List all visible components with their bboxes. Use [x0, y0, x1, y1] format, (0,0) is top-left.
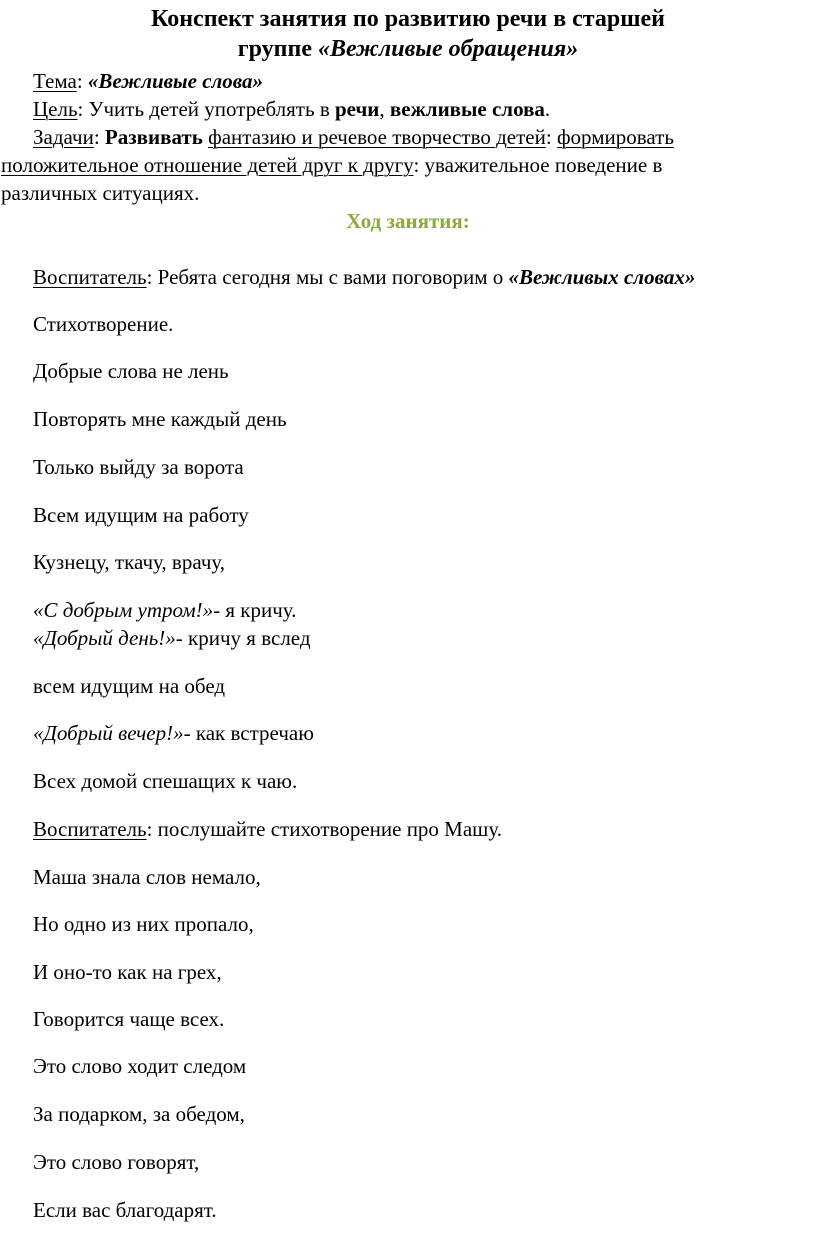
poem-line-text: - кричу я вслед — [175, 626, 311, 650]
poem-line-text: - я кричу. — [213, 598, 297, 622]
poem-line-text: Повторять мне каждый день — [33, 407, 287, 431]
speaker-label: Воспитатель — [33, 817, 147, 841]
section-heading — [0, 208, 816, 234]
intro2-text: : послушайте стихотворение про Машу. — [146, 817, 502, 841]
section-heading-text: Ход занятия: — [346, 209, 470, 233]
poem-line-text: Всем идущим на работу — [33, 503, 249, 527]
poem-line-text: всем идущим на обед — [33, 674, 226, 698]
topic-sep: : — [76, 69, 88, 93]
poem2-line — [33, 1149, 199, 1175]
goal-line — [33, 96, 550, 122]
tasks-rest-1: : уважительное поведение в — [413, 153, 663, 177]
poem-line-text: - как встречаю — [183, 721, 314, 745]
goal-bold-2: вежливые слова — [389, 97, 545, 121]
goal-label: Цель — [33, 97, 78, 121]
document-title-line1 — [0, 6, 816, 32]
poem2-line — [33, 1053, 246, 1079]
poem2-line — [33, 959, 222, 985]
poem2-line-text: Это слово ходит следом — [33, 1054, 247, 1078]
tasks-label: Задачи — [33, 125, 94, 149]
poem2-line-text: Но одно из них пропало, — [33, 912, 254, 936]
goal-end: . — [544, 97, 551, 121]
topic-label: Тема — [33, 69, 77, 93]
poem2-line-text: И оно-то как на грех, — [33, 960, 222, 984]
poem-line — [33, 549, 225, 575]
tasks-line-1 — [33, 124, 674, 150]
poem-title — [33, 311, 173, 337]
poem2-line-text: Это слово говорят, — [33, 1150, 200, 1174]
poem-line — [33, 720, 314, 746]
poem2-line — [33, 1197, 217, 1223]
poem2-line — [33, 1101, 245, 1127]
poem-line — [33, 768, 297, 794]
title-text-2: группе — [237, 36, 318, 62]
poem2-line — [33, 1006, 224, 1032]
poem-line — [33, 406, 287, 432]
goal-text: : Учить детей употреблять в — [77, 97, 335, 121]
poem2-line-text: За подарком, за обедом, — [33, 1102, 245, 1126]
poem-line-text: Только выйду за ворота — [33, 455, 244, 479]
tasks-underline-2a: формировать — [556, 125, 674, 149]
speaker-label: Воспитатель — [33, 265, 147, 289]
goal-bold-1: речи — [334, 97, 380, 121]
poem-line — [33, 358, 229, 384]
poem2-line-text: Если вас благодарят. — [33, 1198, 217, 1222]
poem-line-text: Кузнецу, ткачу, врачу, — [33, 550, 226, 574]
poem2-line — [33, 911, 254, 937]
tasks-rest-2: различных ситуациях. — [1, 181, 200, 205]
poem-line — [33, 597, 296, 623]
poem-line — [33, 625, 311, 651]
poem-greeting: «С добрым утром!» — [33, 598, 214, 622]
poem2-line-text: Маша знала слов немало, — [33, 865, 261, 889]
poem-line — [33, 454, 244, 480]
tasks-bold: Развивать — [104, 125, 203, 149]
poem2-line — [33, 864, 261, 890]
tasks-line-2 — [1, 152, 662, 178]
intro-text: : Ребята сегодня мы с вами поговорим о — [146, 265, 509, 289]
title-text-1: Конспект занятия по развитию речи в старшей — [151, 6, 665, 32]
poem-title-text: Стихотворение. — [33, 312, 174, 336]
intro-line — [33, 264, 695, 290]
topic-line — [33, 68, 263, 94]
poem2-line-text: Говорится чаще всех. — [33, 1007, 225, 1031]
poem-line-text: Всех домой спешащих к чаю. — [33, 769, 298, 793]
topic-value: «Вежливые слова» — [87, 69, 264, 93]
tasks-sep: : — [93, 125, 105, 149]
poem-line-text: Добрые слова не лень — [33, 359, 229, 383]
tasks-sep-2: : — [545, 125, 557, 149]
tasks-underline-2b: положительное отношение детей друг к другу — [1, 153, 414, 177]
tasks-underline-1: фантазию и речевое творчество детей — [208, 125, 546, 149]
document-title-line2 — [0, 36, 816, 62]
poem-greeting: «Добрый вечер!» — [33, 721, 184, 745]
tasks-line-3 — [1, 180, 199, 206]
poem-line — [33, 673, 225, 699]
intro-emphasis: «Вежливых словах» — [508, 265, 696, 289]
goal-comma: , — [379, 97, 390, 121]
poem-greeting: «Добрый день!» — [33, 626, 176, 650]
intro2-line — [33, 816, 502, 842]
title-emphasis: «Вежливые обращения» — [317, 36, 579, 62]
poem-line — [33, 502, 249, 528]
